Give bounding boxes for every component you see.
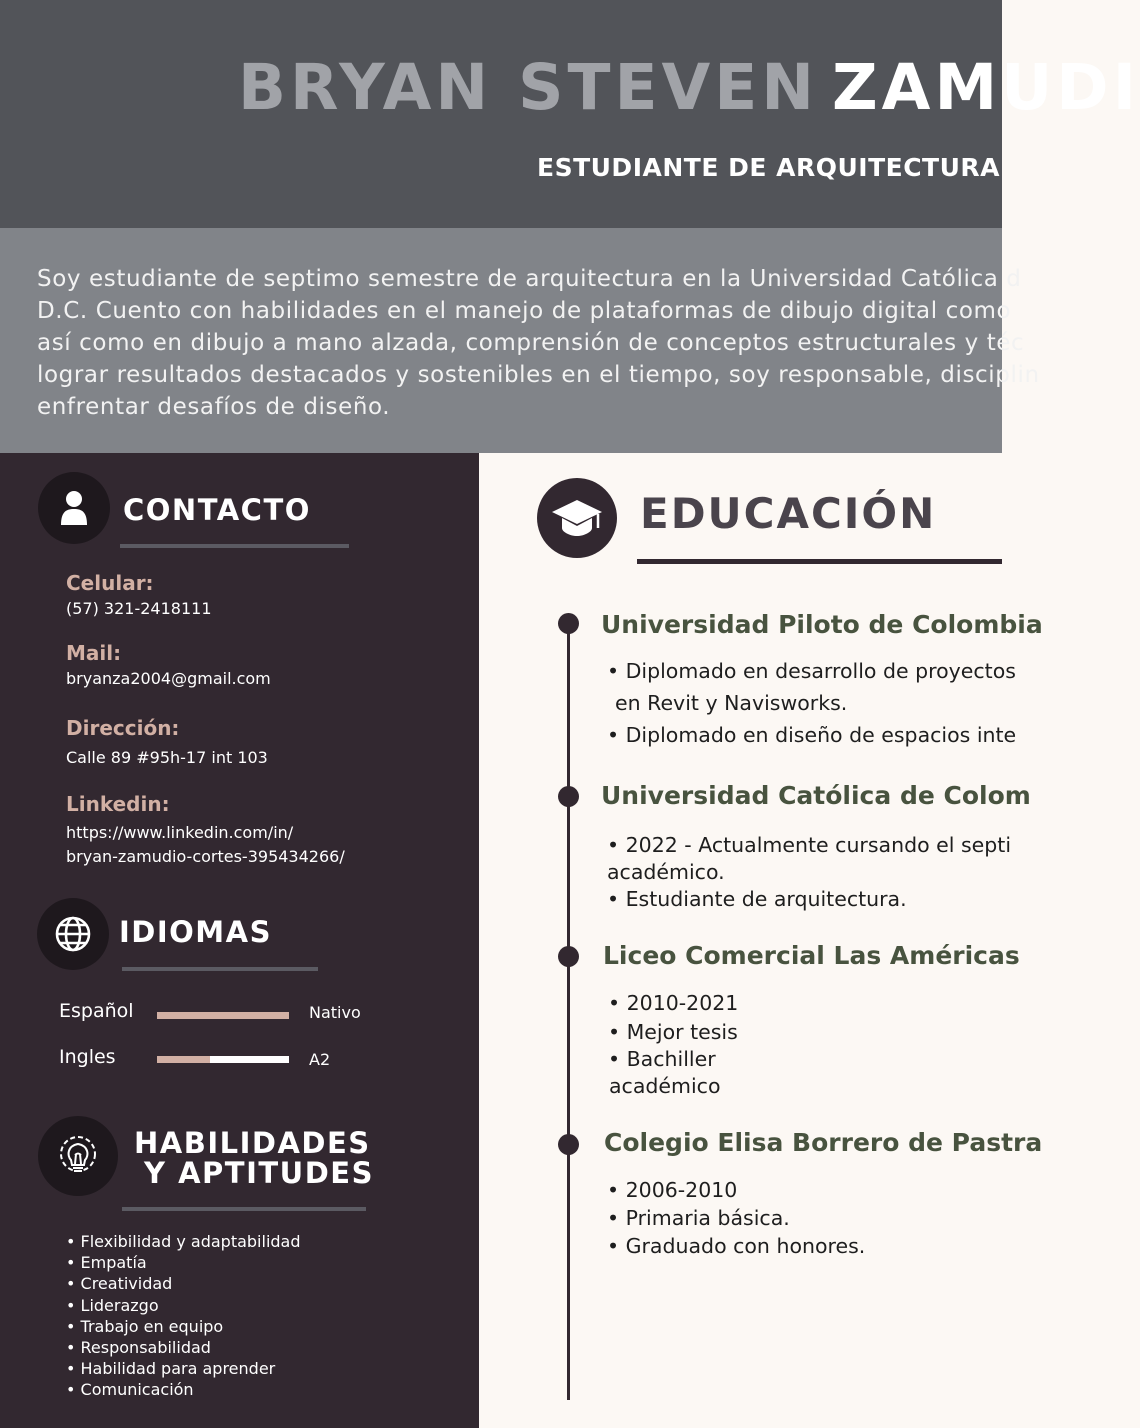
- language-name: Ingles: [59, 1046, 116, 1068]
- linkedin-url-line2: bryan-zamudio-cortes-395434266/: [66, 847, 345, 866]
- timeline-dot: [558, 1134, 579, 1155]
- language-proficiency-bar: [157, 1012, 289, 1019]
- school-name: Universidad Piloto de Colombia: [601, 610, 1043, 639]
- education-timeline: [567, 622, 570, 1400]
- timeline-dot: [558, 613, 579, 634]
- education-detail: • Mejor tesis: [608, 1020, 738, 1044]
- language-name: Español: [59, 1000, 134, 1022]
- skills-list: [66, 1231, 301, 1401]
- language-proficiency-bar: [157, 1056, 289, 1063]
- contact-icon-badge: [38, 472, 110, 544]
- address-value: Calle 89 #95h-17 int 103: [66, 748, 268, 767]
- address-label: Dirección:: [66, 716, 180, 740]
- list-item: • Comunicación: [66, 1380, 194, 1400]
- graduation-cap-icon: [550, 496, 604, 540]
- last-name: ZAMUDI: [832, 51, 1140, 124]
- summary-line: lograr resultados destacados y sostenibles en el tiempo, soy responsable, disciplin: [37, 362, 1040, 388]
- summary-line: Soy estudiante de septimo semestre de arquitectura en la Universidad Católica d: [37, 266, 1022, 292]
- header: [0, 0, 1140, 228]
- list-item: • Responsabilidad: [66, 1338, 211, 1358]
- profile-summary: [0, 228, 1040, 453]
- full-name: [238, 51, 1140, 124]
- summary-line: D.C. Cuento con habilidades en el manejo de plataformas de dibujo digital como: [37, 298, 1012, 324]
- language-level: A2: [309, 1050, 331, 1069]
- languages-divider: [122, 967, 318, 971]
- skills-heading-line1: HABILIDADES: [134, 1126, 371, 1160]
- education-detail: • Bachiller: [608, 1047, 716, 1071]
- school-name: Liceo Comercial Las Américas: [603, 941, 1020, 970]
- education-detail: • Primaria básica.: [607, 1206, 790, 1230]
- education-detail: • Graduado con honores.: [607, 1234, 866, 1258]
- list-item: • Flexibilidad y adaptabilidad: [66, 1232, 301, 1251]
- education-detail: • Diplomado en desarrollo de proyectos: [607, 659, 1016, 683]
- skills-divider: [122, 1207, 366, 1211]
- education-detail: en Revit y Navisworks.: [615, 691, 848, 715]
- timeline-dot: [558, 786, 579, 807]
- mail-label: Mail:: [66, 641, 122, 665]
- user-icon: [59, 490, 89, 526]
- education-divider: [637, 559, 1002, 564]
- list-item: • Liderazgo: [66, 1295, 159, 1315]
- globe-icon: [54, 915, 92, 953]
- education-heading: EDUCACIÓN: [640, 489, 937, 538]
- list-item: • Empatía: [66, 1253, 147, 1273]
- first-names: BRYAN STEVEN: [238, 51, 818, 124]
- education-detail: • Estudiante de arquitectura.: [607, 887, 907, 911]
- language-proficiency-fill: [157, 1056, 210, 1063]
- lightbulb-gear-icon: [52, 1130, 104, 1182]
- phone-value: (57) 321-2418111: [66, 599, 212, 618]
- linkedin-url-line1: https://www.linkedin.com/in/: [66, 823, 294, 842]
- skills-icon-badge: [38, 1116, 118, 1196]
- summary-line: enfrentar desafíos de diseño.: [37, 394, 391, 420]
- language-level: Nativo: [309, 1003, 361, 1022]
- education-detail: académico: [609, 1074, 721, 1098]
- linkedin-label: Linkedin:: [66, 792, 170, 816]
- contact-heading: CONTACTO: [123, 493, 311, 527]
- list-item: • Habilidad para aprender: [66, 1359, 276, 1379]
- education-detail: • Diplomado en diseño de espacios inte: [607, 723, 1017, 747]
- education-detail: académico.: [607, 860, 725, 884]
- list-item: • Creatividad: [66, 1274, 173, 1294]
- timeline-dot: [558, 946, 579, 967]
- mail-value: bryanza2004@gmail.com: [66, 669, 271, 688]
- education-detail: • 2022 - Actualmente cursando el septi: [607, 833, 1012, 857]
- job-title: ESTUDIANTE DE ARQUITECTURA: [537, 153, 1001, 182]
- language-proficiency-fill: [157, 1012, 289, 1019]
- phone-label: Celular:: [66, 571, 154, 595]
- contact-divider: [120, 544, 349, 548]
- education-icon-badge: [537, 478, 617, 558]
- education-detail: • 2010-2021: [608, 991, 739, 1015]
- school-name: Colegio Elisa Borrero de Pastra: [604, 1128, 1043, 1157]
- languages-heading: IDIOMAS: [119, 915, 272, 949]
- school-name: Universidad Católica de Colom: [601, 781, 1031, 810]
- list-item: • Trabajo en equipo: [66, 1316, 224, 1336]
- skills-heading-line2: Y APTITUDES: [144, 1156, 374, 1190]
- education-detail: • 2006-2010: [607, 1178, 738, 1202]
- summary-line: así como en dibujo a mano alzada, comprensión de conceptos estructurales y téc: [37, 330, 1025, 356]
- languages-icon-badge: [37, 898, 109, 970]
